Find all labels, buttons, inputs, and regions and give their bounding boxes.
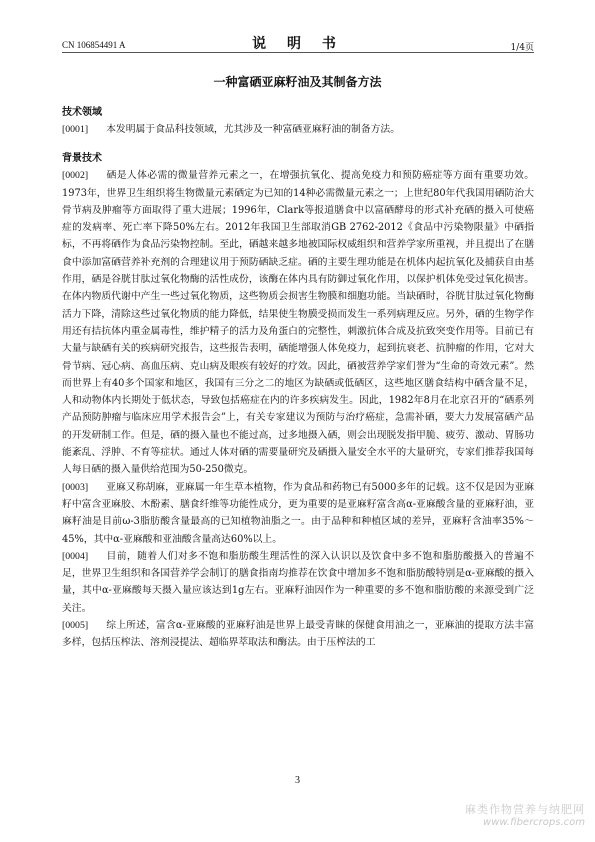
paragraph-0004 bbox=[62, 548, 534, 617]
section-heading: 技术领域 bbox=[62, 107, 102, 118]
watermark bbox=[445, 801, 585, 828]
section-background bbox=[62, 150, 534, 651]
paragraph-number: [0005] bbox=[62, 620, 89, 632]
page-number: 3 bbox=[295, 775, 300, 786]
paragraph-text: 本发明属于食品科技领域，尤其涉及一种富硒亚麻籽油的制备方法。 bbox=[106, 124, 401, 135]
document-title: 一种富硒亚麻籽油及其制备方法 bbox=[213, 75, 382, 89]
document-type: 说 明 书 bbox=[252, 36, 344, 52]
watermark-site-name: 麻类作物营养与纳肥网 bbox=[465, 803, 585, 816]
paragraph-0001 bbox=[62, 121, 534, 138]
paragraph-text: 硒是人体必需的微量营养元素之一，在增强抗氧化、提高免疫力和预防癌症等方面有重要功效。1973年，世界卫生组织将生物微量元素硒定为已知的14种必需微量元素之一；上世纪80年代我国用硒防治大骨节病及肿瘤等方面取得了重大进展；1996年，Clark等报道膳食中以富硒酵母的形式补充硒的摄入可使癌症的发病率、死亡率下降50%左右。2012年我国卫生部取消GB 2762-2012《食品中污染物限量》中硒指标，不再将硒作为食品污染物控制。至此，硒越来越多地被国际权威组织和营养学家所重视，并且提出了在膳食中添加富硒营养补充剂的合理建议用于预防硒缺乏症。硒的主要生理功能是在机体内起抗氧化及捕获自由基作用，硒是谷胱甘肽过氧化物酶的活性成份，该酶在体内具有防御过氧化作用，以保护机体免受过氧化损害。在体内物质代谢中产生一些过氧化物质，这些物质会损害生物膜和细胞功能。当缺硒时，谷胱甘肽过氧化物酶活力下降，清除这些过氧化物质的能力降低，结果使生物膜受损而发生一系列病理反应。另外，硒的生物学作用还有拮抗体内重金属毒性，维护精子的活力及角蛋白的完整性，刺激抗体合成及抗致突变作用等。目前已有大量与缺硒有关的疾病研究报告，这些报告表明，硒能增强人体免疫力，起到抗衰老、抗肿瘤的作用，它对大骨节病、冠心病、高血压病、克山病及眼疾有较好的疗效。因此，硒被营养学家们誉为“生命的奇效元素”。然而世界上有40多个国家和地区，我国有三分之二的地区为缺硒或低硒区，这些地区膳食结构中硒含量不足，人和动物体内长期处于低状态，导致包括癌症在内的许多疾病发生。因此，1982年8月在北京召开的“硒系列产品预防肿瘤与临床应用学术报告会”上，有关专家建议为预防与治疗癌症，急需补硒，要大力发展富硒产品的开发研制工作。但是，硒的摄入量也不能过高，过多地摄入硒，则会出现脱发指甲脆、疲劳、激动、胃肠功能紊乱、浮肿、不育等症状。通过人体对硒的需要量研究及硒摄入量安全水平的大量研究，专家们推荐我国每人每日硒的摄入量供给范围为50-250微克。 bbox=[62, 170, 534, 476]
watermark-url: www.fibercrops.com bbox=[483, 817, 585, 828]
paragraph-0003 bbox=[62, 479, 534, 548]
page-header bbox=[62, 30, 534, 53]
document-body bbox=[62, 104, 534, 652]
paragraph-text: 综上所述，富含α-亚麻酸的亚麻籽油是世界上最受青睐的保健食用油之一，亚麻油的提取方法丰富多样，包括压榨法、溶剂浸提法、超临界萃取法和酶法。由于压榨法的工 bbox=[62, 620, 534, 649]
section-technical-field bbox=[62, 104, 534, 138]
paragraph-number: [0001] bbox=[62, 124, 89, 135]
section-heading: 背景技术 bbox=[62, 153, 102, 165]
paragraph-number: [0004] bbox=[62, 550, 89, 562]
page-indicator: 1/4页 bbox=[510, 43, 534, 53]
paragraph-number: [0002] bbox=[62, 170, 89, 182]
paragraph-text: 目前，随着人们对多不饱和脂肪酸生理活性的深入认识以及饮食中多不饱和脂肪酸摄入的普遍不足，世界卫生组织和各国营养学会制订的膳食指南均推荐在饮食中增加多不饱和脂肪酸特别是α-亚麻酸的摄入量，其中α-亚麻酸每天摄入量应该达到1g左右。亚麻籽油因作为一种重要的多不饱和脂肪酸的来源受到广泛关注。 bbox=[62, 550, 534, 614]
paragraph-0005 bbox=[62, 617, 534, 652]
paragraph-number: [0003] bbox=[62, 481, 89, 493]
paragraph-text: 亚麻又称胡麻，亚麻属一年生草本植物，作为食品和药物已有5000多年的记载。这不仅是因为亚麻籽中富含亚麻胶、木酚素、膳食纤维等功能性成分，更为重要的是亚麻籽富含高α-亚麻酸含量的亚麻籽油，亚麻籽油是目前ω-3脂肪酸含量最高的已知植物油脂之一。由于品种和种植区域的差异，亚麻籽含油率35%～45%，其中α-亚麻酸和亚油酸含量高达60%以上。 bbox=[62, 481, 534, 545]
paragraph-0002 bbox=[62, 167, 534, 478]
patent-number: CN 106854491 A bbox=[62, 40, 126, 50]
